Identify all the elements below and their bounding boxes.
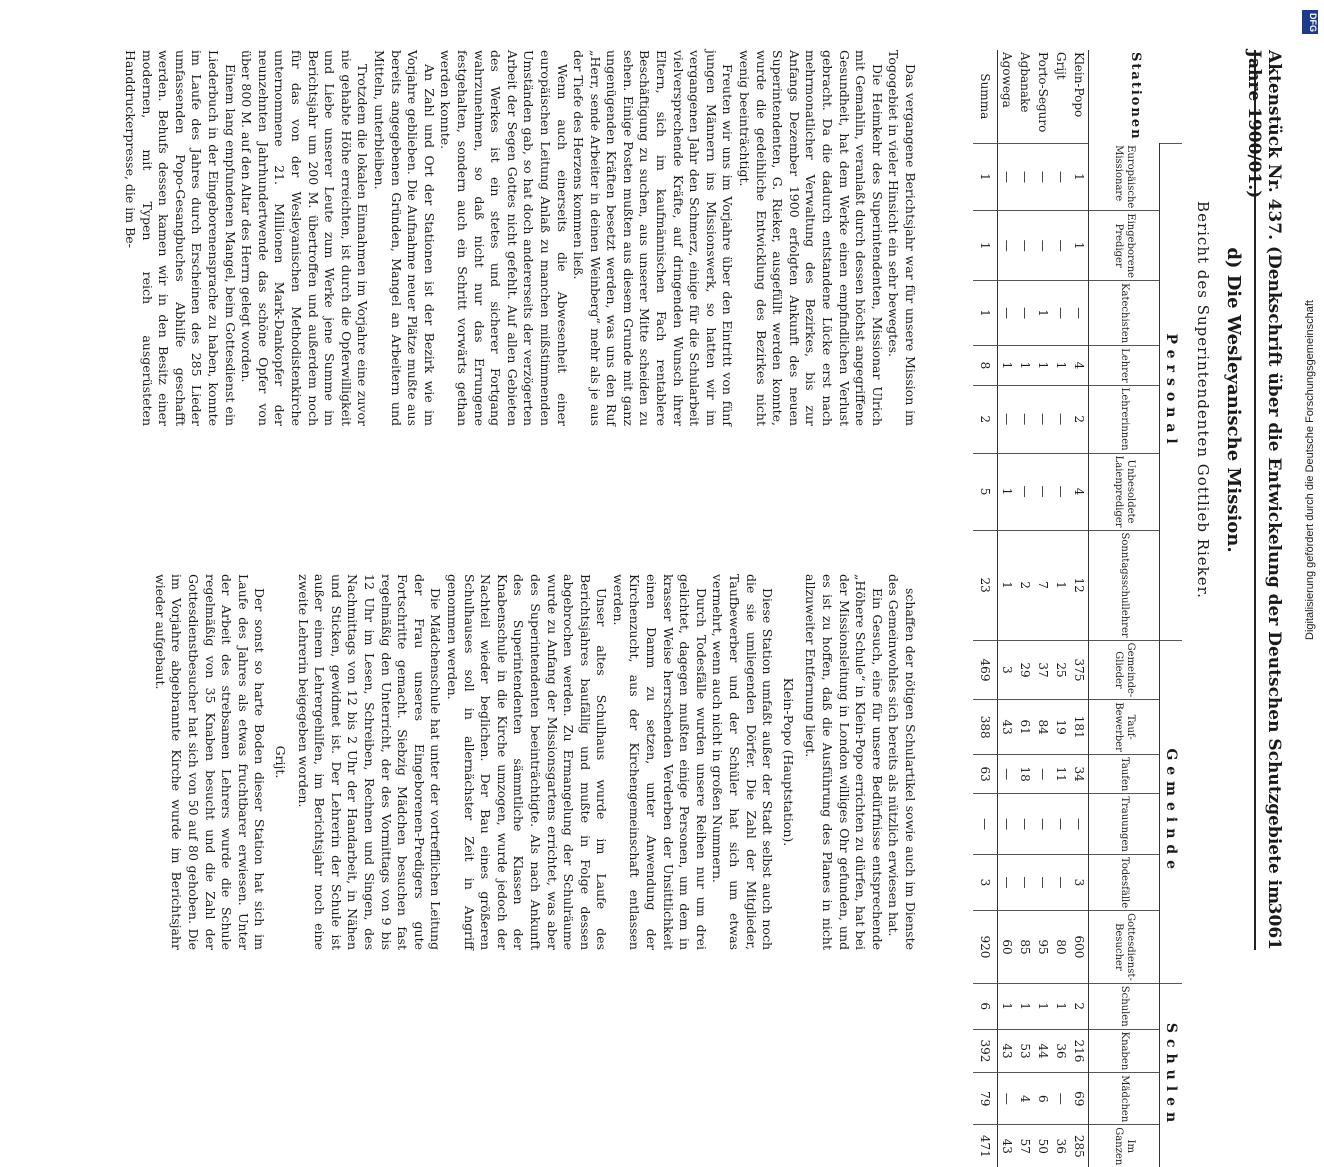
paragraph: Trotzdem die lokalen Einnahmen im Vorjahre eine zuvor nie gehabte Höhe erreichten, ist durch die Opferwilligkeit und Liebe unserer Leute zum Werke jene Summe im Berichtsjahr um 200 M. übertroffen und außerdem noch für das von der Wesleyanischen Methodistenkirche unternommene 21. Millionen Mark-Dankopfer der neunzehnten Jahrhundertwende das schöne Opfer von über 800 M. auf den Altar des Herrn gelegt worden. bbox=[239, 50, 371, 426]
section-heading: d) Die Wesleyanische Mission. bbox=[1223, 247, 1244, 553]
sum-cell: 23 bbox=[973, 530, 998, 640]
sum-cell: 6 bbox=[973, 983, 998, 1029]
table-cell: — bbox=[1070, 281, 1089, 346]
station-name: Klein-Popo bbox=[1072, 52, 1086, 118]
table-row bbox=[1034, 50, 1052, 1167]
table-cell: 1 bbox=[1052, 530, 1070, 640]
paragraph: Diese Station umfaßt außer der Stadt selbst auch noch die sie umliegenden Dörfer. Die Zahl der Mitglieder, Taufbewerber und der Schüler hat sich um etwas vermehrt, wenn auch nicht in großen Nummern. bbox=[710, 574, 776, 950]
station-name: Agowega bbox=[1000, 52, 1014, 108]
table-cell: 1 bbox=[998, 346, 1017, 385]
column-header: Im Ganzen bbox=[1089, 1125, 1160, 1167]
table-cell: 43 bbox=[998, 700, 1017, 755]
column-header: Schulen bbox=[1089, 983, 1160, 1029]
table-cell: 36 bbox=[1052, 1029, 1070, 1073]
table-cell: — bbox=[1052, 143, 1070, 211]
table-cell: 375 bbox=[1070, 640, 1089, 700]
column-header: Eingeborene Prediger bbox=[1089, 211, 1160, 281]
table-cell: — bbox=[1034, 211, 1052, 281]
column-header: Unbesoldete Laienprediger bbox=[1089, 453, 1160, 530]
sum-cell: — bbox=[973, 794, 998, 855]
table-cell: 53 bbox=[1016, 1029, 1034, 1073]
table-cell: — bbox=[1016, 143, 1034, 211]
table-cell: — bbox=[1034, 854, 1052, 910]
column-header: Tauf-Bewerber bbox=[1089, 700, 1160, 755]
table-cell: — bbox=[998, 1073, 1017, 1125]
table-cell: — bbox=[998, 754, 1017, 793]
dfg-logo: DFG bbox=[1302, 10, 1318, 34]
table-cell: 69 bbox=[1070, 1073, 1089, 1125]
table-cell: 18 bbox=[1016, 754, 1034, 793]
page-title: Aktenstück Nr. 437. (Denkschrift über die Entwickelung der Deutschen Schutzgebiete im Jahre 1900/01.) bbox=[1244, 50, 1284, 905]
table-cell: 4 bbox=[1016, 1073, 1034, 1125]
table-cell: 3 bbox=[1070, 854, 1089, 910]
sum-cell: 2 bbox=[973, 385, 998, 453]
column-header: Gottesdienst-Besucher bbox=[1089, 911, 1160, 984]
table-cell: 1 bbox=[1034, 281, 1052, 346]
column-header: Lehrer bbox=[1089, 346, 1160, 385]
right-text-column bbox=[151, 574, 918, 950]
column-header: Katechisten bbox=[1089, 281, 1160, 346]
table-cell: 2 bbox=[1016, 530, 1034, 640]
table-cell: 95 bbox=[1034, 911, 1052, 984]
table-cell: — bbox=[1052, 385, 1070, 453]
sum-cell: 79 bbox=[973, 1073, 998, 1125]
table-cell: 1 bbox=[1034, 346, 1052, 385]
table-cell: 19 bbox=[1052, 700, 1070, 755]
sum-cell: 5 bbox=[973, 453, 998, 530]
table-cell: — bbox=[998, 794, 1017, 855]
table-cell: — bbox=[1052, 211, 1070, 281]
paragraph: Der sonst so harte Boden dieser Station hat sich im Laufe des Jahres als etwas fruchtbarer erwiesen. Unter der Arbeit des strebsamen Lehrers wurde die Schule regelmäßig von 35 Knaben besucht und die Zahl der Gottesdienstbesucher hat sich von 50 auf 80 gehoben. Die im Vorjahre abgebrannte Kirche wurde im Berichtsjahr wieder aufgebaut. bbox=[152, 574, 268, 950]
table-cell: 34 bbox=[1070, 754, 1089, 793]
station-name: Grijt bbox=[1054, 52, 1068, 80]
sum-cell: 469 bbox=[973, 640, 998, 700]
stations-header: Stationen bbox=[1089, 50, 1183, 143]
table-cell: 61 bbox=[1016, 700, 1034, 755]
sum-label: Summa bbox=[973, 50, 998, 143]
table-cell: — bbox=[998, 143, 1017, 211]
table-cell: 4 bbox=[1070, 453, 1089, 530]
table-cell: — bbox=[1034, 754, 1052, 793]
table-cell: 1 bbox=[998, 453, 1017, 530]
table-cell: 1 bbox=[1016, 983, 1034, 1029]
table-cell: — bbox=[1034, 453, 1052, 530]
table-cell: — bbox=[1052, 794, 1070, 855]
paragraph: Das vergangene Berichtsjahr war für unsere Mission im Togogebiet in vieler Hinsicht ein sehr bewegtes. bbox=[886, 50, 918, 426]
sum-cell: 471 bbox=[973, 1125, 998, 1167]
table-cell: — bbox=[1034, 143, 1052, 211]
table-cell: 7 bbox=[1034, 530, 1052, 640]
table-cell: 85 bbox=[1016, 911, 1034, 984]
left-text-column bbox=[122, 50, 919, 426]
table-cell: 37 bbox=[1034, 640, 1052, 700]
column-header: Mädchen bbox=[1089, 1073, 1160, 1125]
paragraph: Einem lang empfundenen Mangel, beim Gottesdienst ein Liederbuch in der Eingeborenensprache zu haben, konnte im Laufe des Jahres durch Erscheinen des 285 Lieder umfassenden Popo-Gesangbuches Abhilfe geschafft werden. Behufs dessen kamen wir in den Besitz einer modernen, mit Typen reich ausgerüsteten Handdruckerpresse, die im Be- bbox=[123, 50, 238, 426]
column-header: Todesfälle bbox=[1089, 854, 1160, 910]
table-cell: 6 bbox=[1034, 1073, 1052, 1125]
table-cell: — bbox=[1016, 453, 1034, 530]
paragraph: Freuten wir uns im Vorjahre über den Eintritt von fünf jungen Männern ins Missionswerk, so hatten wir im vergangenen Jahr den Schmerz, einige für die Schularbeit vielversprechende Kräfte, auf dringenden Wunsch ihrer Eltern, sich im kaufmännischen Fach rentablere Beschäftigung zu suchen, aus unserer Mitte scheiden zu sehen. Einige Posten mußten aus diesem Grunde mit ganz ungenügenden Kräften besetzt werden, was uns den Ruf „Herr, sende Arbeiter in deinen Weinberg“ mehr als je aus der Tiefe des Herzens kommen ließ. bbox=[571, 50, 736, 426]
table-cell: — bbox=[1016, 794, 1034, 855]
table-cell: 43 bbox=[998, 1029, 1017, 1073]
table-cell: 1 bbox=[998, 530, 1017, 640]
column-header: Sonntagsschullehrer bbox=[1089, 530, 1160, 640]
paragraph: Unser altes Schulhaus wurde im Laufe des Berichtsjahres baufällig und mußte in Folge dessen abgebrochen werden. Zu Ermangelung der Schulräume wurde zu Anfang der Missionsgartens errichtet, was aber des Superintendenten beeinträchtigte. Als nach Ankunft des Superintendenten sämmtliche Klassen der Knabenschule in die Kirche umzogen, wurde jedoch der Nachteil wieder beglichen. Der Bau eines größeren Schulhauses soll in allernächster Zeit in Angriff genommen werden. bbox=[444, 574, 610, 950]
page-number: 3061 bbox=[1264, 902, 1284, 950]
sum-cell: 392 bbox=[973, 1029, 998, 1073]
table-cell: 2 bbox=[1070, 385, 1089, 453]
table-cell: 43 bbox=[998, 1125, 1017, 1167]
table-cell: — bbox=[1016, 211, 1034, 281]
station-heading: Klein-Popo (Hauptstation). bbox=[780, 677, 796, 847]
table-cell: 50 bbox=[1034, 1125, 1052, 1167]
sum-cell: 3 bbox=[973, 854, 998, 910]
sum-cell: 8 bbox=[973, 346, 998, 385]
paragraph: Wenn auch einerseits die Abwesenheit einer europäischen Leitung Anlaß zu manchen mißstimmenden Umständen gab, so hat doch andererseits der verzögerten Arbeit der Segen Gottes nicht gefehlt. Auf allen Gebieten des Werkes ist ein stetes und sicherer Fortgang wahrzunehmen, so daß nicht nur das Errungene festgehalten, sondern auch ein Schritt vorwärts gethan werden konnte. bbox=[438, 50, 570, 426]
digitization-note: Digitalisierung gefördert durch die Deutsche Forschungsgemeinschaft bbox=[1304, 300, 1316, 640]
sum-cell: 1 bbox=[973, 281, 998, 346]
gemeinde-group-header: Gemeinde bbox=[1160, 640, 1183, 983]
table-cell: 1 bbox=[1016, 346, 1034, 385]
table-row bbox=[1052, 50, 1070, 1167]
table-cell: 1 bbox=[1052, 983, 1070, 1029]
sum-cell: 388 bbox=[973, 700, 998, 755]
table-cell: 80 bbox=[1052, 911, 1070, 984]
sum-cell: 1 bbox=[973, 211, 998, 281]
sum-cell: 920 bbox=[973, 911, 998, 984]
statistics-table bbox=[973, 50, 1182, 1167]
table-cell: — bbox=[1052, 854, 1070, 910]
table-cell: — bbox=[1016, 385, 1034, 453]
table-cell: 1 bbox=[1070, 143, 1089, 211]
table-cell: — bbox=[1016, 281, 1034, 346]
table-cell: 29 bbox=[1016, 640, 1034, 700]
table-cell: — bbox=[1052, 281, 1070, 346]
paragraph: Ein Gesuch, eine für unsere Bedürfnisse entsprechende „Höhere Schule“ in Klein-Popo errichten zu dürfen, hat bei der Missionsleitung in London williges Ohr gefunden, und es ist zu hoffen, daß die Ausführung des Planes in nicht allzuweiter Entfernung liegt. bbox=[803, 574, 885, 950]
table-cell: — bbox=[1052, 1073, 1070, 1125]
table-cell: 25 bbox=[1052, 640, 1070, 700]
table-cell: — bbox=[998, 385, 1017, 453]
sum-cell: 63 bbox=[973, 754, 998, 793]
table-cell: 2 bbox=[1070, 983, 1089, 1029]
paragraph: schaffen der nötigen Schulartikel sowie auch im Dienste des Gemeinwohles sich bereits als nützlich erwiesen hat. bbox=[886, 574, 918, 950]
table-cell: 36 bbox=[1052, 1125, 1070, 1167]
paragraph: An Zahl und Ort der Stationen ist der Bezirk wie im Vorjahre geblieben. Die Aufnahme neuer Plätze mußte aus bereits angegebenen Gründen, Mangel an Arbeitern und Mitteln, unterbleiben. bbox=[372, 50, 437, 426]
station-name: Agbanake bbox=[1018, 52, 1032, 113]
table-cell: 12 bbox=[1070, 530, 1089, 640]
table-column-header-row bbox=[1089, 50, 1160, 1167]
table-cell: — bbox=[998, 211, 1017, 281]
section-subheading: Bericht des Superintendenten Gottlieb Rieker. bbox=[1194, 201, 1212, 599]
station-name: Porto-Seguro bbox=[1036, 52, 1050, 133]
table-cell: 216 bbox=[1070, 1029, 1089, 1073]
rotated-page-content bbox=[40, 50, 1290, 1166]
column-header: Taufen bbox=[1089, 754, 1160, 793]
table-cell: 1 bbox=[1034, 983, 1052, 1029]
table-cell: 285 bbox=[1070, 1125, 1089, 1167]
table-cell: — bbox=[1034, 385, 1052, 453]
table-cell: 181 bbox=[1070, 700, 1089, 755]
table-cell: 4 bbox=[1070, 346, 1089, 385]
table-cell: 1 bbox=[998, 983, 1017, 1029]
sum-cell: 1 bbox=[973, 143, 998, 211]
station-heading: Grijt. bbox=[273, 745, 289, 779]
table-cell: 600 bbox=[1070, 911, 1089, 984]
table-cell: 1 bbox=[1052, 346, 1070, 385]
table-cell: 84 bbox=[1034, 700, 1052, 755]
table-row bbox=[1070, 50, 1089, 1167]
paragraph: Durch Todesfälle wurden unsere Reihen nur um drei gelichtet, dagegen mußten einige Personen, um dem in krasser Weise herrschenden Verderben der Unsittlichkeit einen Damm zu setzen, unter Anwendung der Kirchenzucht, aus der Kirchengemeinschaft entlassen werden. bbox=[610, 574, 709, 950]
paragraph: Die Heimkehr des Superintendenten, Missionar Ulrich mit Gemahlin, veranlaßt durch dessen höchst angegriffene Gesundheit, hat dem Werke einen empfindlichen Verlust gebracht. Da die dadurch entstandene Lücke erst nach mehrmonatlicher Verwaltung des Bezirkes, bis zur Anfangs Dezember 1900 erfolgten Ankunft des neuen Superintendenten, G. Rieker, ausgefüllt werden konnte, wurde die gedeihliche Entwicklung des Bezirkes nicht wenig beeinträchtigt. bbox=[737, 50, 885, 426]
paragraph: Die Mädchenschule hat unter der vortrefflichen Leitung der Frau unseres Eingeborenen-Predigers gute Fortschritte gemacht. Siebzig Mädchen besuchen fast regelmäßig den Unterricht, der des Vormittags von 9 bis 12 Uhr im Lesen, Schreiben, Rechnen und Singen, des Nachmittags von 12 bis 2 Uhr der Handarbeit, in Nähen und Sticken, gewidmet ist. Der Lehrerin der Schule ist außer einem Lehrergehilfen, im Berichtsjahr noch eine zweite Lehrerin beigegeben worden. bbox=[295, 574, 444, 950]
table-cell: 1 bbox=[1070, 211, 1089, 281]
table-cell: 60 bbox=[998, 911, 1017, 984]
table-cell: 11 bbox=[1052, 754, 1070, 793]
table-row bbox=[998, 50, 1017, 1167]
table-cell: 3 bbox=[998, 640, 1017, 700]
table-cell: — bbox=[1070, 794, 1089, 855]
column-header: Europäische Missionare bbox=[1089, 143, 1160, 211]
table-cell: — bbox=[998, 281, 1017, 346]
table-cell: — bbox=[1052, 453, 1070, 530]
personal-group-header: Personal bbox=[1160, 143, 1183, 640]
table-cell: 57 bbox=[1016, 1125, 1034, 1167]
table-row bbox=[1016, 50, 1034, 1167]
table-cell: 44 bbox=[1034, 1029, 1052, 1073]
schulen-group-header: Schulen bbox=[1160, 983, 1183, 1167]
table-cell: — bbox=[1034, 794, 1052, 855]
table-cell: — bbox=[998, 854, 1017, 910]
column-header: Knaben bbox=[1089, 1029, 1160, 1073]
column-header: Trauungen bbox=[1089, 794, 1160, 855]
page-header bbox=[1244, 50, 1290, 950]
sum-row bbox=[973, 50, 998, 1167]
table-cell: — bbox=[1016, 854, 1034, 910]
column-header: Gemeinde-Glieder bbox=[1089, 640, 1160, 700]
column-header: Lehrerinnen bbox=[1089, 385, 1160, 453]
table-group-header-row bbox=[1160, 50, 1183, 1167]
